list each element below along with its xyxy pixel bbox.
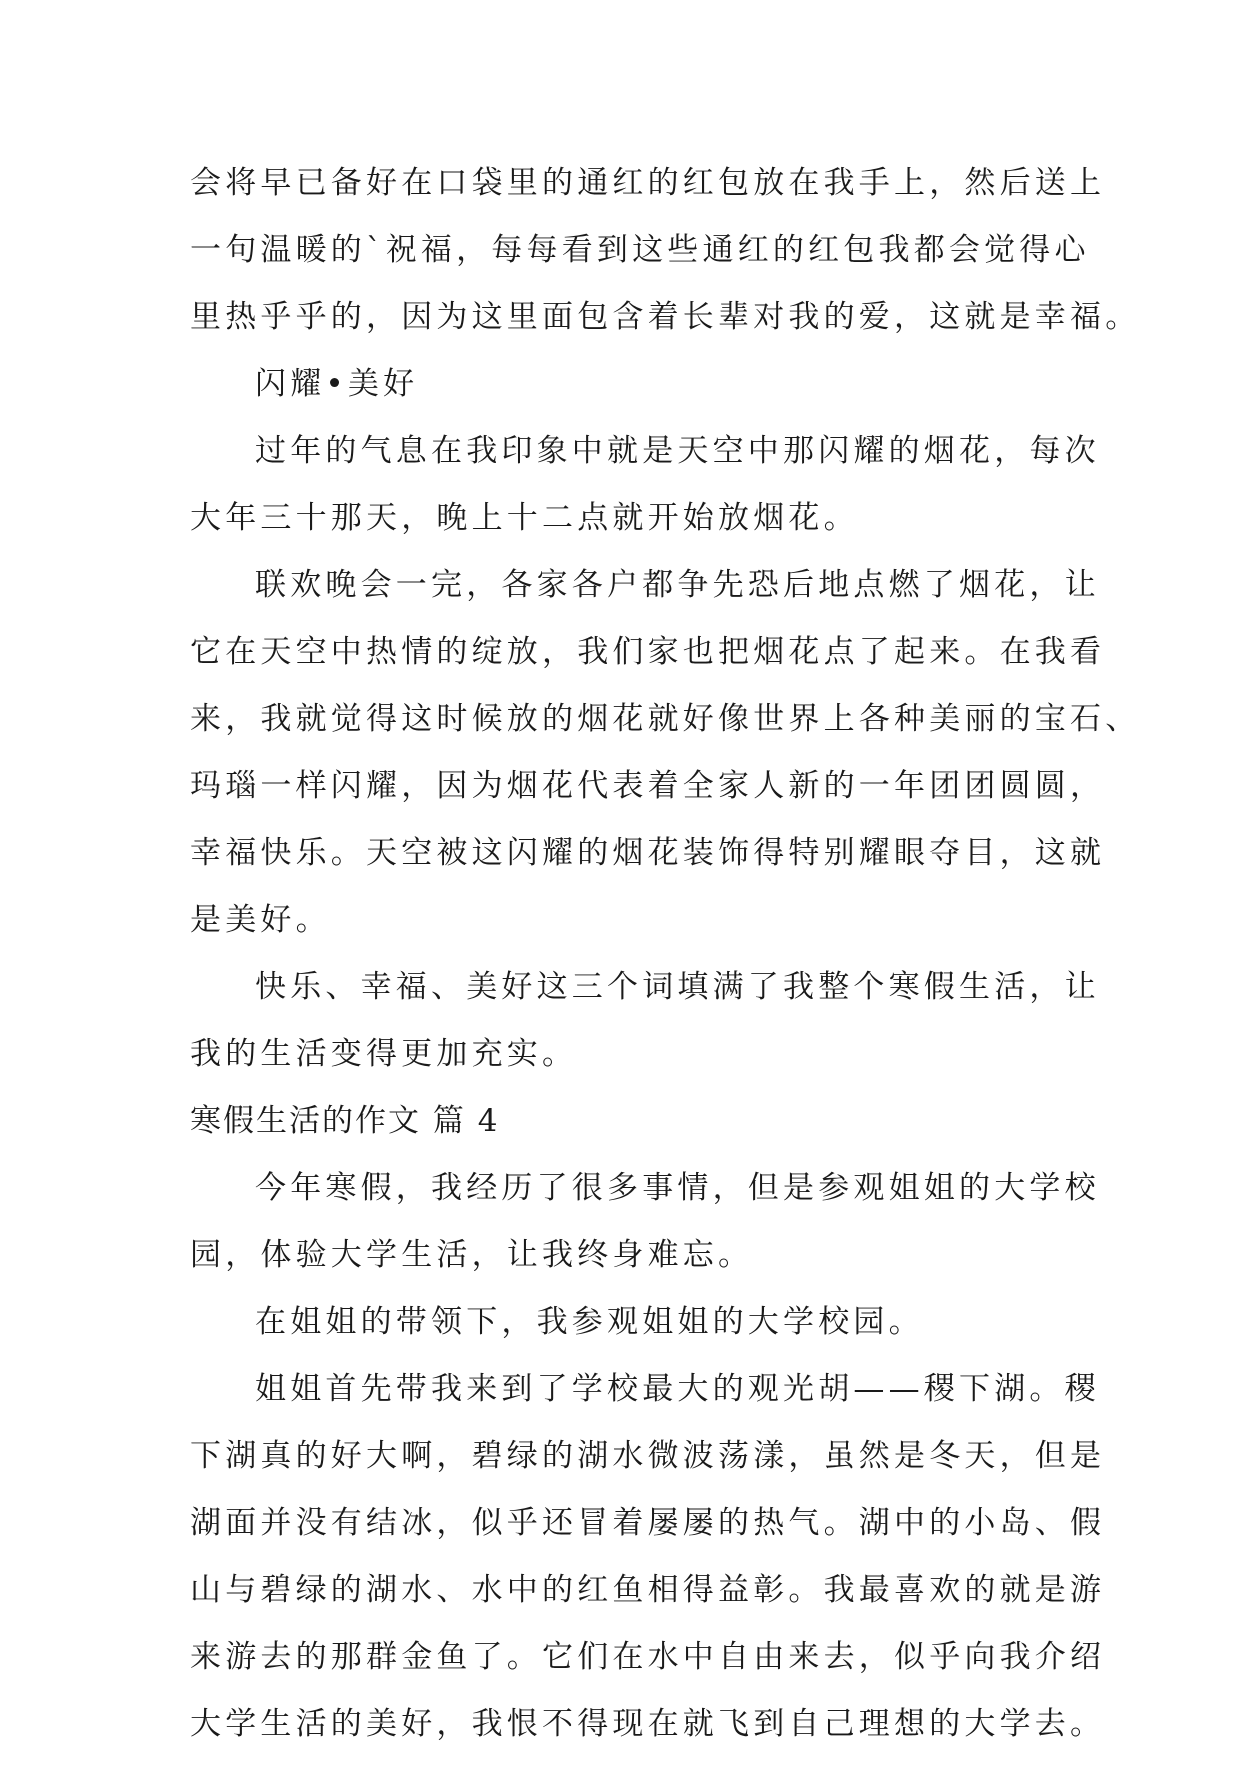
text-line: 山与碧绿的湖水、水中的红鱼相得益彰。我最喜欢的就是游: [190, 1572, 1106, 1608]
text-line: 大年三十那天，晚上十二点就开始放烟花。: [190, 500, 859, 536]
text-line: 联欢晚会一完，各家各户都争先恐后地点燃了烟花，让: [255, 567, 1100, 603]
text-line: 快乐、幸福、美好这三个词填满了我整个寒假生活，让: [255, 969, 1100, 1005]
text-line: 姐姐首先带我来到了学校最大的观光胡——稷下湖。稷: [255, 1371, 1100, 1407]
text-line: 会将早已备好在口袋里的通红的红包放在我手上，然后送上: [190, 165, 1106, 201]
text-line: 在姐姐的带领下，我参观姐姐的大学校园。: [255, 1304, 924, 1340]
text-line: 来游去的那群金鱼了。它们在水中自由来去，似乎向我介绍: [190, 1639, 1106, 1675]
text-line: 一句温暖的`祝福，每每看到这些通红的红包我都会觉得心: [190, 232, 1090, 268]
text-line: 过年的气息在我印象中就是天空中那闪耀的烟花，每次: [255, 433, 1100, 469]
essay-heading: 寒假生活的作文 篇 4: [190, 1103, 500, 1139]
text-line: 来，我就觉得这时候放的烟花就好像世界上各种美丽的宝石、: [190, 701, 1141, 737]
text-line: 里热乎乎的，因为这里面包含着长辈对我的爱，这就是幸福。: [190, 299, 1141, 335]
text-line: 幸福快乐。天空被这闪耀的烟花装饰得特别耀眼夺目，这就: [190, 835, 1106, 871]
text-line: 是美好。: [190, 902, 331, 938]
text-line: 大学生活的美好，我恨不得现在就飞到自己理想的大学去。: [190, 1706, 1106, 1742]
text-line: 湖面并没有结冰，似乎还冒着屡屡的热气。湖中的小岛、假: [190, 1505, 1106, 1541]
document-page: [190, 160, 1141, 1768]
text-line: 园，体验大学生活，让我终身难忘。: [190, 1237, 754, 1273]
text-line: 我的生活变得更加充实。: [190, 1036, 578, 1072]
text-line: 今年寒假，我经历了很多事情，但是参观姐姐的大学校: [255, 1170, 1100, 1206]
section-subheading: 闪耀•美好: [255, 366, 419, 402]
text-line: 它在天空中热情的绽放，我们家也把烟花点了起来。在我看: [190, 634, 1106, 670]
text-line: 玛瑙一样闪耀，因为烟花代表着全家人新的一年团团圆圆，: [190, 768, 1106, 804]
text-line: 下湖真的好大啊，碧绿的湖水微波荡漾，虽然是冬天，但是: [190, 1438, 1106, 1474]
